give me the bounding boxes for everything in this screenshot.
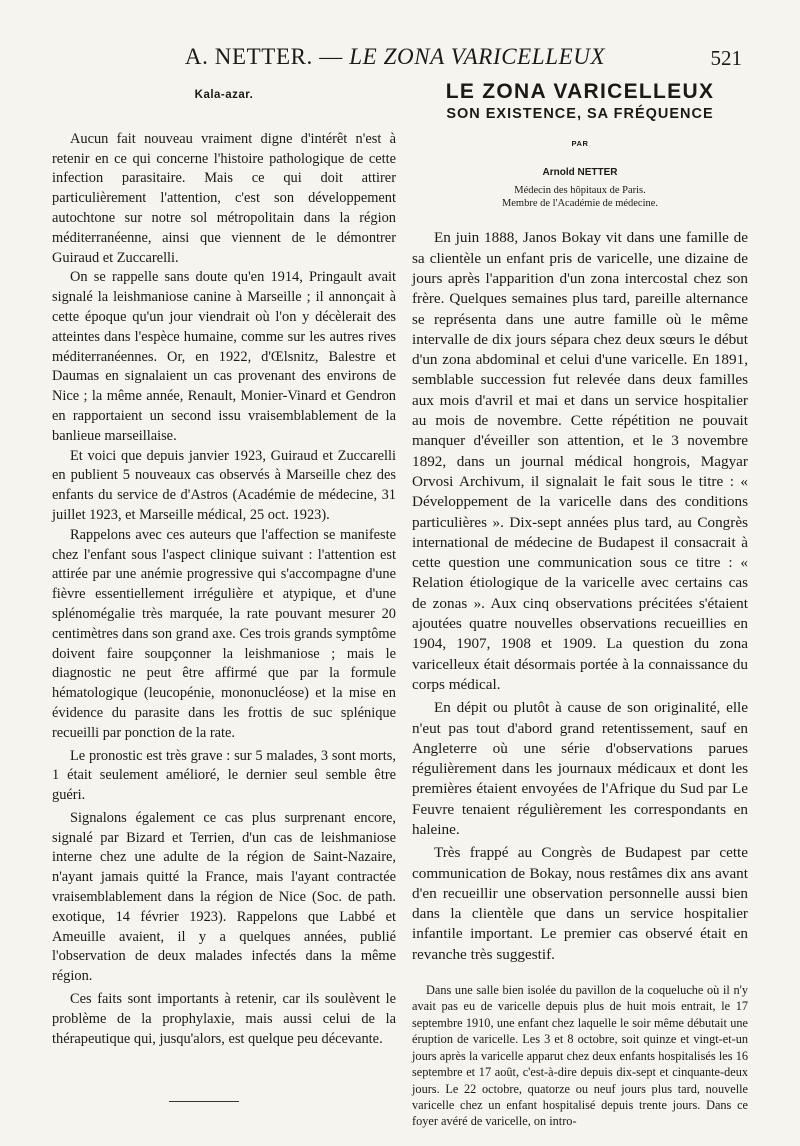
- article-subtitle: SON EXISTENCE, SA FRÉQUENCE: [446, 106, 714, 122]
- paragraph: Signalons également ce cas plus surprenant encore, signalé par Bizard et Terrien, d'un cas de leishmaniose interne chez une adulte de la région de Saint-Nazaire, n'ayant jamais quitté la France, mais l'ayant contractée vraisemblablement dans la région de Nice (Soc. de path. exotique, 14 février 1923). Rappelons que Labbé et Ameuille avaient, il y a quelques années, publié l'observation de deux malades infectés dans la même région.: [52, 809, 396, 985]
- author-affiliation: Médecin des hôpitaux de Paris.: [514, 185, 646, 197]
- running-head: [0, 44, 800, 74]
- paragraph: Le pronostic est très grave : sur 5 malades, 3 sont morts, 1 était seulement amélioré, le dernier seul semble être guéri.: [52, 747, 396, 804]
- paragraph: En juin 1888, Janos Bokay vit dans une famille de sa clientèle un enfant pris de varicelle, une dizaine de jours après l'apparition d'un zona intercostal chez son frère. Quelques semaines plus tard, pareille alternance se représenta dans une autre famille où le même intervalle de dix jours sépara chez deux sœurs le début d'un zona abdominal et celui d'une varicelle. En 1891, semblable succession fut relevée dans deux familles aux mois d'avril et mai et dans un service hospitalier au mois de novembre. Cette répétition ne pouvait manquer d'éveiller son attention, et le 3 novembre 1892, dans un journal médical hongrois, Magyar Orvosi Archivum, il signalait le fait sous le titre : « Développement de la varicelle dans des conditions particulières ». Dix-sept années plus tard, au Congrès international de médecine de Budapest il consacrait à cette question une communication sous ce titre : « Relation étiologique de la varicelle avec certains cas de zonas ». Aux cinq observations précitées s'étaient ajoutées quatre nouvelles observations recueillies en 1904, 1907, 1908 et 1909. La question du zona varicelleux était désormais portée à la connaissance du corps médical.: [412, 229, 748, 693]
- running-head-author: A. NETTER.: [184, 44, 313, 69]
- paragraph: Très frappé au Congrès de Budapest par cette communication de Bokay, nous restâmes dix ans avant d'en recueillir une observation personnelle aussi bien dans la clientèle que dans un service hospitalier infantile important. Le premier cas observé était en revanche très suggestif.: [412, 844, 748, 963]
- case-report-small-print: [412, 982, 748, 1130]
- running-title: [175, 44, 615, 70]
- right-column: [412, 80, 748, 1130]
- paragraph: Aucun fait nouveau vraiment digne d'intérêt n'est à retenir en ce qui concerne l'histoire pathologique de cette infection parasitaire. Mais ce qui doit attirer particulièrement l'attention, c'est son développement autochtone sur notre sol métropolitain dans la région méditerranéenne, ainsi que viennent de le démontrer Guiraud et Zuccarelli.: [52, 130, 396, 266]
- section-divider: [169, 1101, 239, 1102]
- article-title: LE ZONA VARICELLEUX: [445, 80, 715, 103]
- left-column: [52, 80, 396, 1102]
- paragraph: Et voici que depuis janvier 1923, Guiraud et Zuccarelli en publient 5 nouveaux cas observés à Marseille chez des enfants du service de d'Astros (Académie de médecine, 31 juillet 1923, et Marseille médical, 25 oct. 1923).: [52, 447, 396, 523]
- article-author: Arnold NETTER: [542, 166, 618, 178]
- author-affiliation: Membre de l'Académie de médecine.: [501, 198, 659, 210]
- paragraph: Rappelons avec ces auteurs que l'affection se manifeste chez l'enfant sous l'aspect clinique suivant : l'attention est attirée par une anémie progressive qui s'accompagne d'une fièvre essentiellement irrégulière et atypique, et d'une splénomégalie très marquée, la rate pouvant mesurer 20 centimètres dans son grand axe. Ces trois grands symptôme doivent faire soupçonner la leishmaniose ; mais le diagnostic ne peut être affirmé que par la formule hématologique (leucopénie, mononucléose) et la mise en évidence du parasite dans les frottis de suc splénique recueilli par ponction de la rate.: [52, 526, 396, 741]
- paragraph: Ces faits sont importants à retenir, car ils soulèvent le problème de la prophylaxie, mais aussi celui de la thérapeutique qui, jusqu'alors, est quelque peu décevante.: [52, 991, 396, 1047]
- article-body: [412, 228, 748, 965]
- paragraph: On se rappelle sans doute qu'en 1914, Pringault avait signalé la leishmaniose canine à Marseille ; il annonçait à cette époque qu'un jour viendrait où l'on y décèlerait des atteintes dans l'espèce humaine, comme sur les autres rives méditerranéennes. Or, en 1922, d'Œlsnitz, Balestre et Daumas en signalaient un cas provenant des environs de Nice ; la même année, Renault, Monier-Vinard et Gendron en rapportaient un second issu vraisemblablement de la banlieue marseillaise.: [52, 269, 396, 444]
- running-head-dash: —: [312, 44, 350, 69]
- paragraph: En dépit ou plutôt à cause de son originalité, elle n'eut pas tout d'abord grand retentissement, sauf en Angleterre où une série d'observations parues régulièrement dans les journaux médicaux et dont les premières étaient envoyées de l'Afrique du Sud par Le Feuvre tenaient régulièrement les correspondants en haleine.: [412, 699, 748, 838]
- byline-par: PAR: [571, 138, 589, 148]
- running-head-title: LE ZONA VARICELLEUX: [349, 44, 606, 69]
- page-number: 521: [710, 46, 742, 70]
- section-heading: Kala-azar.: [194, 89, 254, 101]
- paragraph: Dans une salle bien isolée du pavillon de la coqueluche où il n'y avait pas eu de varicelle depuis plus de huit mois entrait, le 17 septembre 1910, une enfant chez laquelle le soir même débutait une éruption de varicelle. Les 3 et 8 octobre, soit quinze et vingt-et-un jours après la varicelle apparut chez deux enfants hospitalisés les 16 septembre et 17 août, c'est-à-dire depuis dix-sept et cinquante-deux jours. Le 22 octobre, quatorze ou neuf jours plus tard, nouvelle varicelle chez un enfant hospitalisé depuis trente jours. Dans ce foyer avéré de varicelle, on intro-: [412, 983, 748, 1129]
